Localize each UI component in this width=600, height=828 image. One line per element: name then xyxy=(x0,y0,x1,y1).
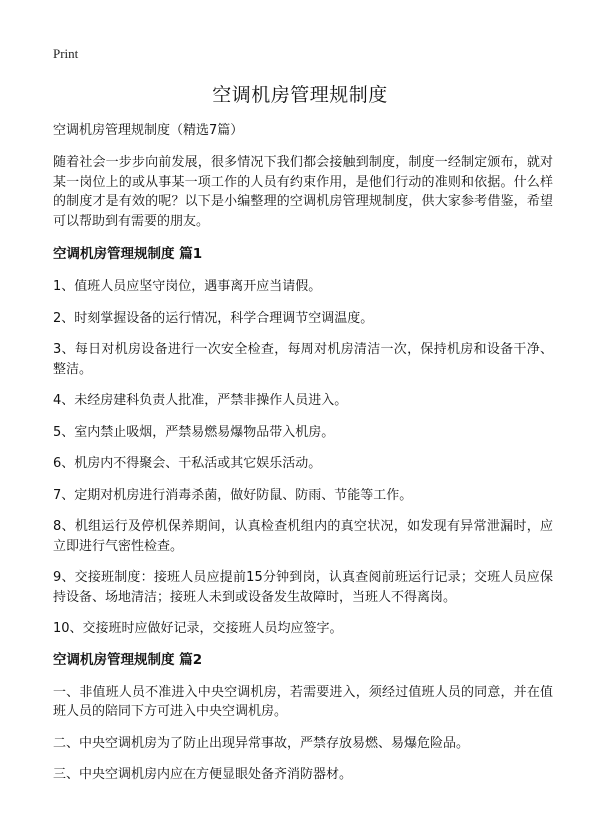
list-item: 二、中央空调机房为了防止出现异常事故，严禁存放易燃、易爆危险品。 xyxy=(53,735,470,751)
section-1 xyxy=(53,245,553,639)
intro-paragraph: 随着社会一步步向前发展，很多情况下我们都会接触到制度，制度一经制定颁布，就对某一岗位上的或从事某一项工作的人员有约束作用，是他们行动的准则和依据。什么样的制度才是有效的呢？以下是小编整理的空调机房管理规制度，供大家参考借鉴，希望可以帮助到有需要的朋友。 xyxy=(53,155,553,229)
list-item: 3、每日对机房设备进行一次安全检查，每周对机房清洁一次，保持机房和设备干净、整洁。 xyxy=(53,342,553,377)
document-body xyxy=(53,121,553,797)
list-item: 1、值班人员应坚守岗位，遇事离开应当请假。 xyxy=(53,279,322,294)
list-item: 5、室内禁止吸烟，严禁易燃易爆物品带入机房。 xyxy=(53,424,335,440)
list-item: 三、中央空调机房内应在方便显眼处备齐消防器材。 xyxy=(53,767,353,782)
list-item: 8、机组运行及停机保养期间，认真检查机组内的真空状况，如发现有异常泄漏时，应立即进行气密性检查。 xyxy=(53,519,553,554)
page-title: 空调机房管理规制度 xyxy=(212,84,388,106)
list-item: 6、机房内不得聚会、干私活或其它娱乐活动。 xyxy=(53,456,322,471)
list-item: 一、非值班人员不准进入中央空调机房，若需要进入，须经过值班人员的同意，并在值班人员的陪同下方可进入中央空调机房。 xyxy=(53,684,553,719)
section-2 xyxy=(53,651,553,785)
list-item: 9、交接班制度：接班人员应提前15分钟到岗，认真查阅前班运行记录；交班人员应保持设备、场地清洁；接班人未到或设备发生故障时，当班人不得离岗。 xyxy=(53,570,553,605)
list-item: 7、定期对机房进行消毒杀菌，做好防鼠、防雨、节能等工作。 xyxy=(53,487,413,503)
section-heading: 空调机房管理规制度 篇2 xyxy=(53,651,203,668)
list-item: 2、时刻掌握设备的运行情况，科学合理调节空调温度。 xyxy=(53,310,374,326)
section-heading: 空调机房管理规制度 篇1 xyxy=(53,246,203,262)
document-subtitle: 空调机房管理规制度（精选7篇） xyxy=(53,123,244,138)
print-link[interactable]: Print xyxy=(53,46,79,61)
list-item: 10、交接班时应做好记录，交接班人员均应签字。 xyxy=(53,621,343,636)
list-item: 4、未经房建科负责人批准，严禁非操作人员进入。 xyxy=(53,393,348,408)
